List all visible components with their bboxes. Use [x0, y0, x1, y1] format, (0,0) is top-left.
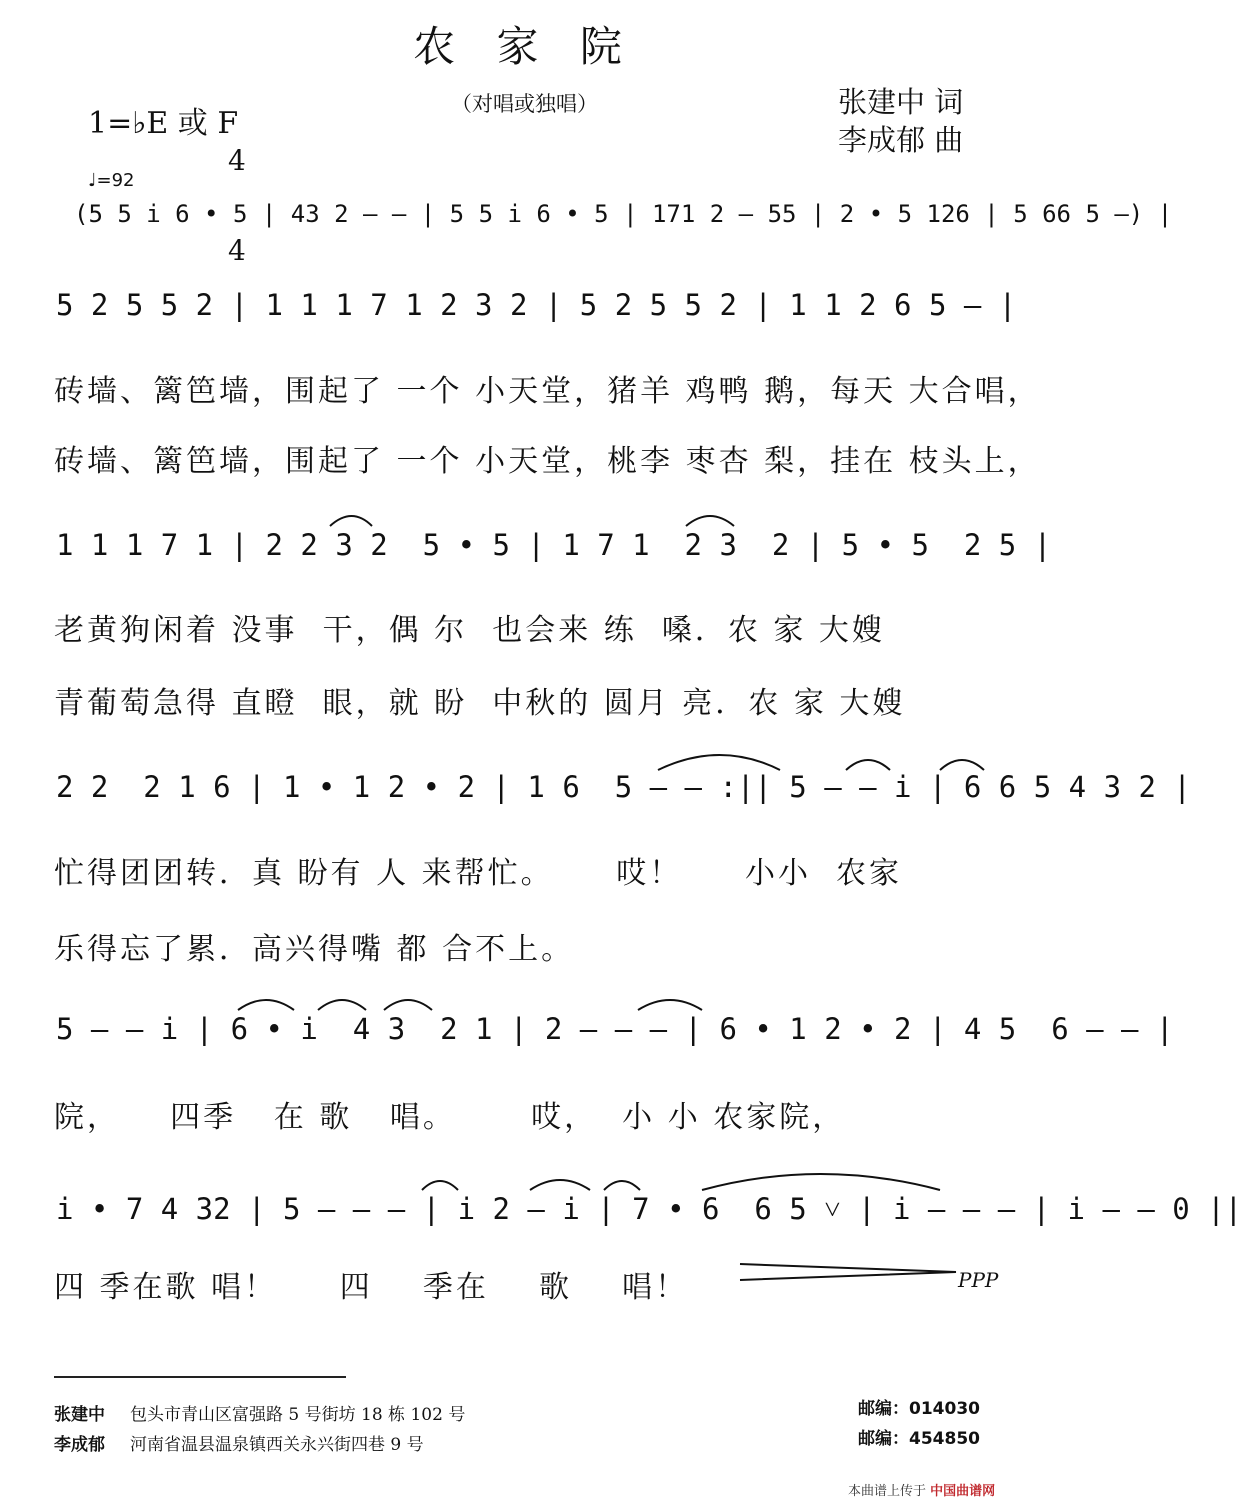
- subtitle: （对唱或独唱）: [451, 92, 598, 116]
- line1-notation: 5 2 5 5 2 | 1 1 1 7 1 2 3 2 | 5 2 5 5 2 | 1 1 2 6 5 — |: [56, 288, 1017, 322]
- decrescendo-hairpin: [740, 1264, 956, 1280]
- slur-line4-d: [638, 1000, 702, 1010]
- line2-notation: 1 1 1 7 1 | 2 2 3 2 5 • 5 | 1 7 1 2 3 2 | 5 • 5 2 5 |: [56, 528, 1052, 562]
- footer-composer-zip: 邮编：454850: [858, 1429, 980, 1449]
- watermark-text: 本曲谱上传于: [848, 1484, 927, 1499]
- slur-line4-a: [238, 1000, 294, 1010]
- lyricist-credit: 张建中 词: [838, 85, 964, 119]
- line3-lyrics-verse1: 忙得团团转．真 盼有 人 来帮忙。 哎！ 小小 农家: [54, 856, 903, 891]
- slur-line2-a: [330, 516, 372, 526]
- footer-composer-address: 河南省温县温泉镇西关永兴街四巷 9 号: [130, 1435, 424, 1455]
- slur-line4-b: [318, 1000, 366, 1010]
- watermark: [848, 1480, 995, 1499]
- time-signature-top: 4: [228, 144, 246, 177]
- time-signature-bottom: 4: [228, 234, 246, 267]
- slur-line4-c: [384, 1000, 432, 1010]
- composer-credit: 李成郁 曲: [838, 123, 964, 157]
- slur-line3-a: [846, 760, 890, 770]
- slur-line2-b: [686, 516, 734, 526]
- footer-lyricist-zip: 邮编：014030: [858, 1399, 980, 1419]
- line4-notation: 5 — — i | 6 • i 4 3 2 1 | 2 — — — | 6 • 1 2 • 2 | 4 5 6 — — |: [56, 1012, 1174, 1046]
- footer-lyricist-name: 张建中: [54, 1405, 105, 1425]
- page-title: 农 家 院: [413, 22, 636, 71]
- watermark-logo: 中国曲谱网: [930, 1484, 996, 1499]
- line3-lyrics-verse2: 乐得忘了累．高兴得嘴 都 合不上。: [54, 932, 575, 967]
- line5-notation: i • 7 4 32 | 5 — — — | i 2 — i | 7 • 6 6 5 ˅ | i — — — | i — — 0 ||: [56, 1192, 1242, 1226]
- tie-line3-long: [658, 755, 780, 770]
- dynamic-ppp: PPP: [958, 1268, 999, 1292]
- line1-lyrics-verse1: 砖墙、篱笆墙，围起了 一个 小天堂，猪羊 鸡鸭 鹅，每天 大合唱，: [54, 374, 1041, 409]
- slur-line5-c: [604, 1181, 640, 1190]
- footer-composer-name: 李成郁: [54, 1435, 105, 1455]
- tempo-marking: ♩=92: [88, 170, 135, 191]
- slur-line5-a: [422, 1181, 458, 1190]
- footer-lyricist-address: 包头市青山区富强路 5 号街坊 18 栋 102 号: [130, 1405, 466, 1425]
- slur-line3-b: [940, 760, 984, 770]
- key-signature: 1=♭E 或 F: [88, 106, 239, 141]
- slur-line5-b: [530, 1180, 590, 1190]
- intro-notation: (5 5 i 6 • 5 | 43 2 — — | 5 5 i 6 • 5 | 171 2 — 55 | 2 • 5 126 | 5 66 5 —) |: [74, 200, 1173, 228]
- line2-lyrics-verse2: 青葡萄急得 直瞪 眼，就 盼 中秋的 圆月 亮．农 家 大嫂: [54, 686, 906, 721]
- line5-lyrics: 四 季在歌 唱！ 四 季在 歌 唱！: [54, 1270, 689, 1305]
- line4-lyrics: 院， 四季 在 歌 唱。 哎， 小 小 农家院，: [54, 1100, 846, 1135]
- line1-lyrics-verse2: 砖墙、篱笆墙，围起了 一个 小天堂，桃李 枣杏 梨，挂在 枝头上，: [54, 444, 1041, 479]
- tie-line5-long: [702, 1174, 940, 1190]
- line3-notation: 2 2 2 1 6 | 1 • 1 2 • 2 | 1 6 5 — — :|| 5 — — i | 6 6 5 4 3 2 |: [56, 770, 1191, 804]
- line2-lyrics-verse1: 老黄狗闲着 没事 干，偶 尔 也会来 练 嗓．农 家 大嫂: [54, 613, 885, 648]
- footer-divider: [54, 1376, 346, 1378]
